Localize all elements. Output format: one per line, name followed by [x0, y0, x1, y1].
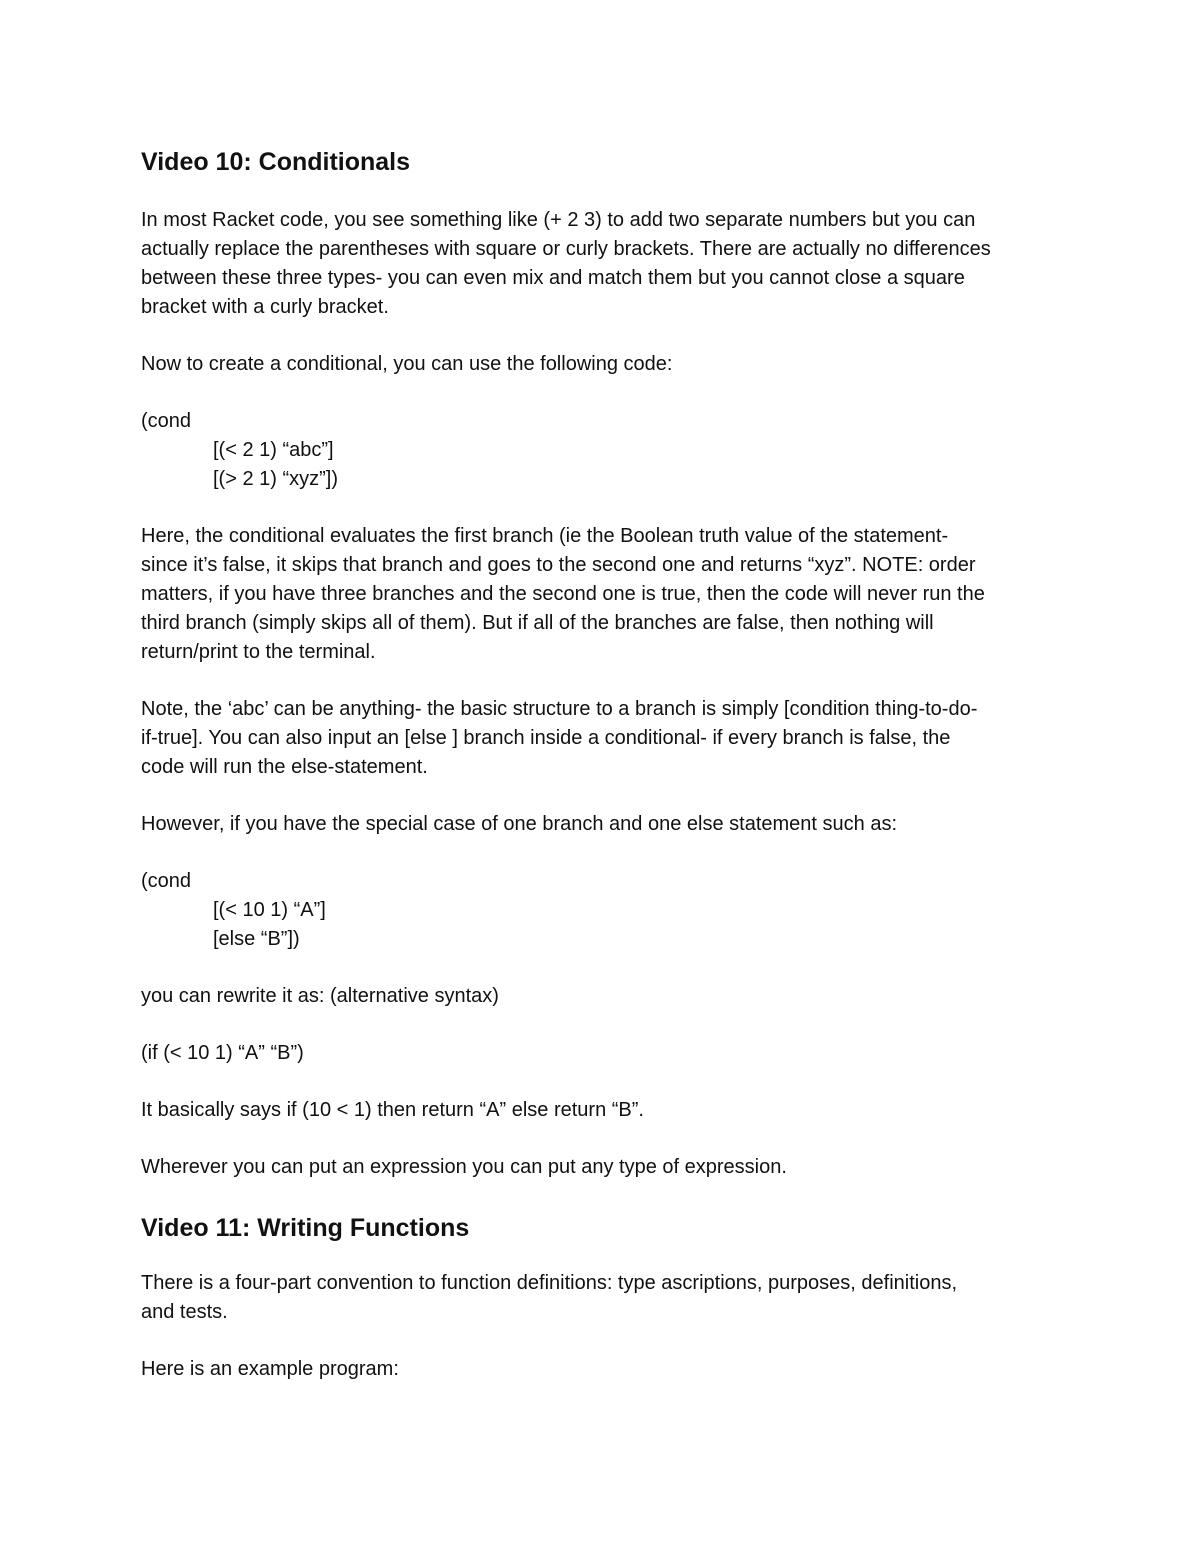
paragraph-evaluation: Here, the conditional evaluates the first branch (ie the Boolean truth value of the statement- since it’s false, it skips that branch and goes to the second one and returns “xyz”. NOTE: order matters, if you have three branches and the second one is true, then the code will never run the third branch (simply skips all of them). But if all of the branches are false, then nothing will return/print to the terminal. [141, 525, 985, 663]
code-line: (cond [141, 410, 192, 432]
paragraph-four-part-convention: There is a four-part convention to function definitions: type ascriptions, purposes, definitions, and tests. [141, 1272, 958, 1323]
paragraph-special-case: However, if you have the special case of one branch and one else statement such as: [141, 813, 898, 835]
code-line: (cond [141, 870, 192, 892]
code-block-cond-example [141, 407, 1071, 494]
code-line-if: (if (< 10 1) “A” “B”) [141, 1042, 304, 1064]
paragraph-create-conditional: Now to create a conditional, you can use the following code: [141, 353, 673, 375]
paragraph-branch-structure: Note, the ‘abc’ can be anything- the basic structure to a branch is simply [condition thing-to-do- if-true]. You can also input an [else ] branch inside a conditional- if every branch is false, the code will run the else-statement. [141, 698, 978, 778]
code-line: [(> 2 1) “xyz”]) [213, 468, 339, 490]
section-heading-writing-functions: Video 11: Writing Functions [141, 1214, 470, 1242]
paragraph-expression: Wherever you can put an expression you can put any type of expression. [141, 1156, 787, 1178]
code-block-cond-else [141, 867, 1071, 954]
paragraph-brackets: In most Racket code, you see something like (+ 2 3) to add two separate numbers but you can actually replace the parentheses with square or curly brackets. There are actually no differences between these three types- you can even mix and match them but you cannot close a square bracket with a curly bracket. [141, 209, 991, 318]
paragraph-example-program: Here is an example program: [141, 1358, 399, 1380]
code-line: [else “B”]) [213, 928, 300, 950]
code-line: [(< 10 1) “A”] [213, 899, 326, 921]
paragraph-alternative-syntax: you can rewrite it as: (alternative syntax) [141, 985, 499, 1007]
code-line: [(< 2 1) “abc”] [213, 439, 334, 461]
paragraph-explanation: It basically says if (10 < 1) then return “A” else return “B”. [141, 1099, 644, 1121]
section-heading-conditionals: Video 10: Conditionals [141, 148, 411, 176]
document-body [141, 144, 1071, 1412]
